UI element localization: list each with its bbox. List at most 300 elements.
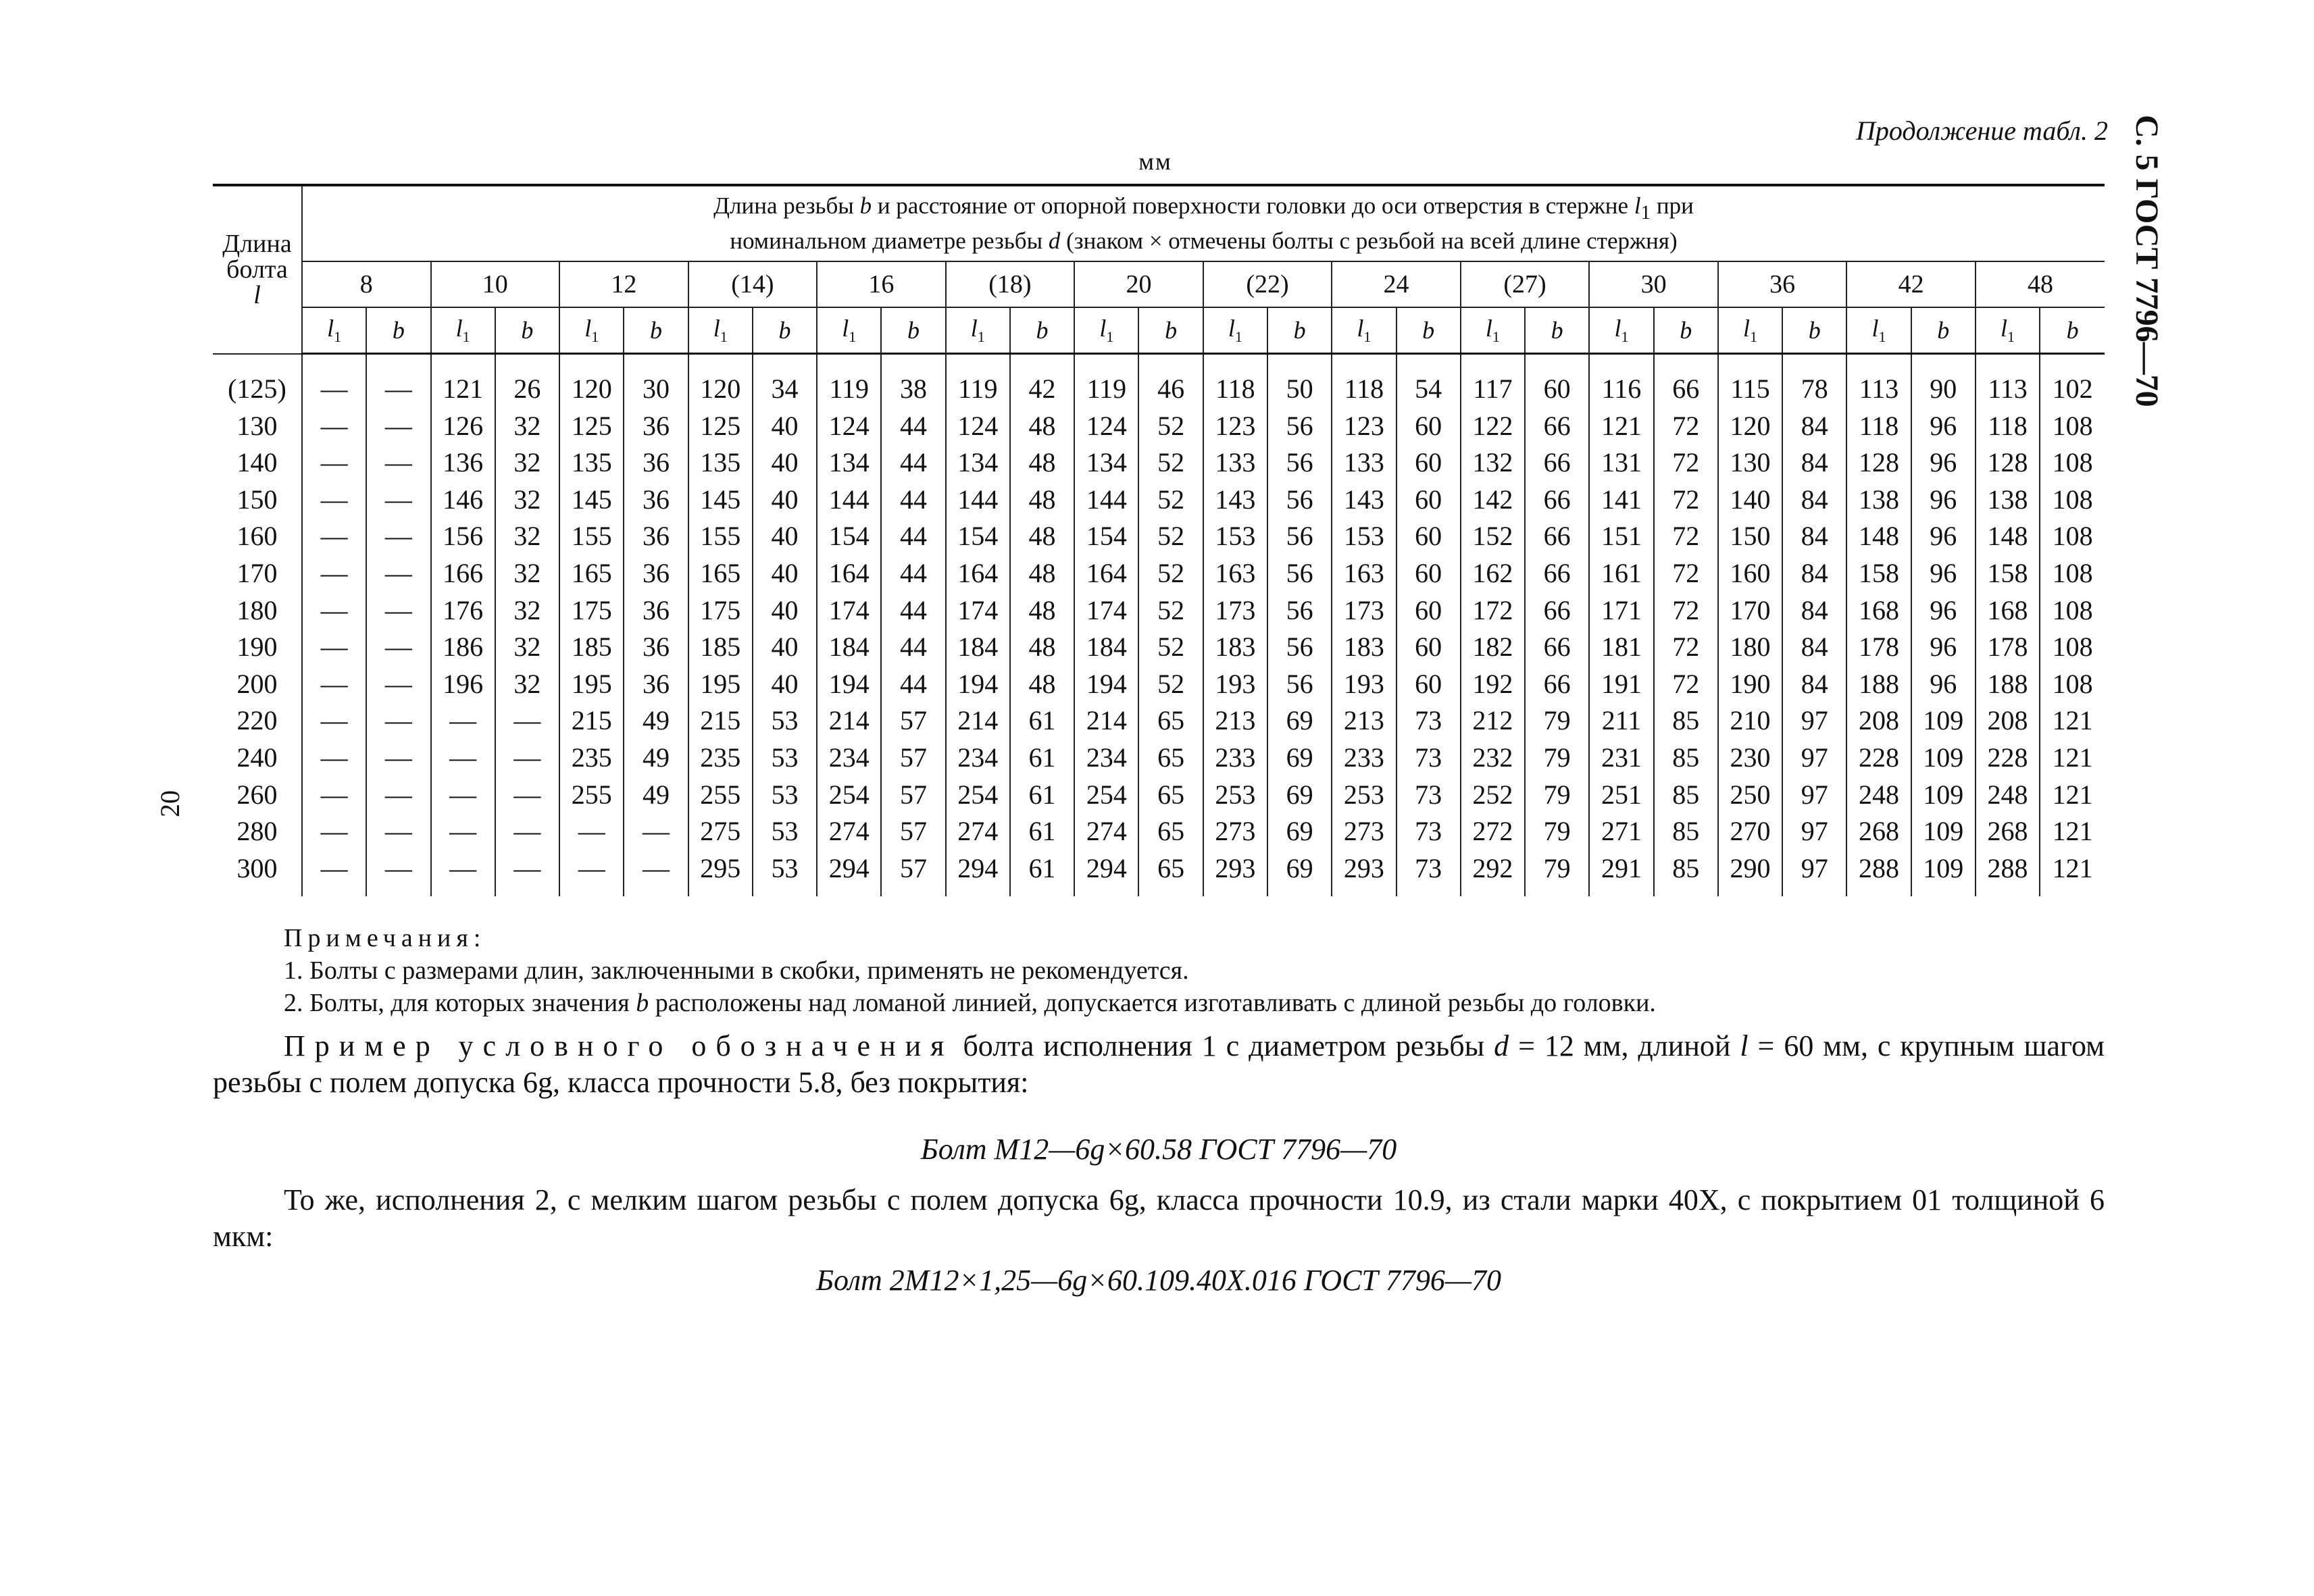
b-value-cell: 121 (2052, 742, 2093, 773)
b-value-cell: — (495, 813, 559, 850)
l1-value-cell: 190 (1718, 666, 1782, 703)
l1-value-cell: — (302, 813, 366, 850)
l1-value-cell: 183 (1203, 629, 1267, 666)
b-value-cell: 40 (753, 629, 817, 666)
b-value-cell: 48 (1010, 482, 1074, 519)
l1-value-cell: 178 (1976, 629, 2040, 666)
l1-value-cell: 115 (1718, 354, 1782, 408)
l1-value-cell: 186 (431, 629, 495, 666)
note-1: 1. Болты с размерами длин, заключенными в скобки, применять не рекомендуется. (284, 956, 1189, 985)
b-value-cell: 60 (1397, 666, 1461, 703)
l1-value-cell: 135 (559, 444, 624, 482)
b-value-cell: 44 (881, 666, 945, 703)
b-value-cell: 40 (753, 482, 817, 519)
b-value-cell: 56 (1267, 592, 1332, 629)
l1-value-cell: 233 (1203, 740, 1267, 777)
l1-value-cell: 130 (1718, 444, 1782, 482)
l1-value-cell: 294 (1074, 850, 1138, 897)
b-value-cell: 108 (2052, 632, 2093, 663)
b-value-cell: 56 (1267, 518, 1332, 555)
l1-value-cell: 146 (431, 482, 495, 519)
l1-value-cell: 170 (1718, 592, 1782, 629)
l1-value-cell: 120 (688, 354, 753, 408)
b-value-cell: 56 (1267, 444, 1332, 482)
b-value-cell: 44 (881, 408, 945, 445)
l1-value-cell: 194 (1074, 666, 1138, 703)
b-value-cell: 73 (1397, 702, 1461, 740)
l1-value-cell: 235 (559, 740, 624, 777)
l1-value-cell: 195 (559, 666, 624, 703)
l1-header: $l_1$ (559, 307, 624, 354)
b-value-cell: 38 (881, 354, 945, 408)
l1-value-cell: — (431, 740, 495, 777)
b-value-cell: 53 (753, 850, 817, 897)
l1-value-cell: — (302, 777, 366, 814)
l1-value-cell: 274 (946, 813, 1010, 850)
l1-value-cell: 253 (1332, 777, 1396, 814)
l1-value-cell: 121 (431, 354, 495, 408)
l1-value-cell: 165 (559, 555, 624, 592)
b-value-cell: — (495, 850, 559, 897)
diameter-header: 36 (1718, 261, 1847, 307)
bolt-length-cell: (125) (213, 354, 302, 408)
l1-value-cell: 124 (1074, 408, 1138, 445)
l1-value-cell: — (559, 850, 624, 897)
b-value-cell: 109 (1911, 850, 1976, 897)
b-value-cell: 85 (1654, 813, 1718, 850)
diameter-header: 8 (302, 261, 431, 307)
b-value-cell: 79 (1525, 740, 1589, 777)
b-value-cell: 30 (624, 354, 688, 408)
bolt-length-cell: 160 (213, 518, 302, 555)
l1-value-cell: 173 (1332, 592, 1396, 629)
l1-value-cell: — (302, 666, 366, 703)
l1-value-cell: 228 (1846, 740, 1911, 777)
b-value-cell: 66 (1525, 408, 1589, 445)
l1-value-cell: 171 (1589, 592, 1653, 629)
diameter-header: (18) (946, 261, 1075, 307)
l1-value-cell: 294 (946, 850, 1010, 897)
l1-value-cell: 143 (1332, 482, 1396, 519)
l1-value-cell: 133 (1332, 444, 1396, 482)
l1-value-cell: 128 (1976, 444, 2040, 482)
b-value-cell: 66 (1525, 629, 1589, 666)
l1-value-cell: 134 (1074, 444, 1138, 482)
l1-value-cell: 122 (1461, 408, 1525, 445)
l1-value-cell: 134 (946, 444, 1010, 482)
l1-value-cell: 234 (1074, 740, 1138, 777)
length-header-line2: болта (226, 255, 288, 284)
l1-value-cell: — (302, 629, 366, 666)
b-value-cell: 60 (1397, 408, 1461, 445)
diameter-header: 24 (1332, 261, 1461, 307)
b-value-cell: 44 (881, 444, 945, 482)
b-value-cell: 66 (1654, 354, 1718, 408)
l1-value-cell: 154 (946, 518, 1010, 555)
b-value-cell: 65 (1138, 813, 1203, 850)
l1-value-cell: — (302, 482, 366, 519)
l1-value-cell: 195 (688, 666, 753, 703)
l1-value-cell: — (431, 813, 495, 850)
b-value-cell: 97 (1782, 850, 1846, 897)
l1-value-cell: 162 (1461, 555, 1525, 592)
diameter-header-row (213, 261, 2105, 307)
l1-value-cell: 138 (1846, 482, 1911, 519)
b-value-cell: 85 (1654, 740, 1718, 777)
l1-value-cell: 232 (1461, 740, 1525, 777)
b-value-cell: 48 (1010, 408, 1074, 445)
b-value-cell: 96 (1911, 482, 1976, 519)
b-value-cell: 32 (495, 592, 559, 629)
l1-value-cell: 294 (817, 850, 881, 897)
b-value-cell: 36 (624, 555, 688, 592)
l1-value-cell: 142 (1461, 482, 1525, 519)
l1-value-cell: 268 (1846, 813, 1911, 850)
l1-value-cell: 175 (688, 592, 753, 629)
b-value-cell: 53 (753, 813, 817, 850)
l1-value-cell: 248 (1846, 777, 1911, 814)
l1-value-cell: 143 (1203, 482, 1267, 519)
l1-value-cell: 135 (688, 444, 753, 482)
b-value-cell: 48 (1010, 666, 1074, 703)
l1-value-cell: 192 (1461, 666, 1525, 703)
b-value-cell: 60 (1397, 444, 1461, 482)
b-value-cell: 84 (1782, 555, 1846, 592)
notes-caption: Примечания: (284, 924, 486, 952)
b-value-cell: 44 (881, 555, 945, 592)
diameter-header: 20 (1074, 261, 1203, 307)
l1-value-cell: 255 (688, 777, 753, 814)
l1-value-cell: 168 (1846, 592, 1911, 629)
l1-value-cell: 212 (1461, 702, 1525, 740)
l1-value-cell: 118 (1976, 408, 2040, 445)
b-value-cell: 96 (1911, 408, 1976, 445)
b-value-cell: 79 (1525, 850, 1589, 897)
b-header: b (1397, 307, 1461, 354)
table-row (213, 408, 2105, 445)
b-value-cell: 96 (1911, 518, 1976, 555)
table-continuation-label: Продолжение табл. 2 (1855, 115, 2108, 146)
l1-value-cell: — (302, 444, 366, 482)
table-row (213, 518, 2105, 555)
table-row (213, 444, 2105, 482)
l1-value-cell: — (559, 813, 624, 850)
l1-value-cell: 124 (946, 408, 1010, 445)
b-value-cell: 60 (1525, 354, 1589, 408)
l1-value-cell: 214 (1074, 702, 1138, 740)
b-value-cell: 40 (753, 592, 817, 629)
b-value-cell: 56 (1267, 629, 1332, 666)
bolt-length-cell: 240 (213, 740, 302, 777)
b-value-cell: 36 (624, 444, 688, 482)
length-header-symbol: l (253, 281, 261, 310)
l1-header: $l_1$ (302, 307, 366, 354)
b-value-cell: — (366, 555, 430, 592)
l1-value-cell: — (302, 850, 366, 897)
l1-value-cell: 155 (688, 518, 753, 555)
table-row (213, 813, 2105, 850)
l1-value-cell: 154 (817, 518, 881, 555)
l1-value-cell: 254 (817, 777, 881, 814)
b-value-cell: 32 (495, 666, 559, 703)
l1-value-cell: 152 (1461, 518, 1525, 555)
b-value-cell: — (624, 813, 688, 850)
l1-value-cell: — (431, 702, 495, 740)
designation-example-1: Болт М12—6g×60.58 ГОСТ 7796—70 (920, 1133, 1397, 1166)
l1-header: $l_1$ (946, 307, 1010, 354)
l1-value-cell: 125 (688, 408, 753, 445)
b-value-cell: 66 (1525, 444, 1589, 482)
l1-value-cell: 234 (946, 740, 1010, 777)
bolt-length-cell: 150 (213, 482, 302, 519)
l1-value-cell: 174 (817, 592, 881, 629)
b-value-cell: 53 (753, 777, 817, 814)
table-row (213, 354, 2105, 408)
l1-value-cell: — (302, 518, 366, 555)
b-value-cell: 32 (495, 408, 559, 445)
l1-value-cell: 123 (1332, 408, 1396, 445)
b-value-cell: 26 (495, 354, 559, 408)
l1-value-cell: 154 (1074, 518, 1138, 555)
bolt-length-cell: 190 (213, 629, 302, 666)
l1-value-cell: 113 (1846, 354, 1911, 408)
b-value-cell: 54 (1397, 354, 1461, 408)
table-row (213, 629, 2105, 666)
l1-value-cell: 191 (1589, 666, 1653, 703)
b-value-cell: 53 (753, 702, 817, 740)
b-value-cell: 56 (1267, 666, 1332, 703)
l1-value-cell: — (431, 850, 495, 897)
l1-value-cell: 117 (1461, 354, 1525, 408)
b-value-cell: 65 (1138, 740, 1203, 777)
b-value-cell: 72 (1654, 629, 1718, 666)
bolt-length-cell: 200 (213, 666, 302, 703)
example-paragraph: Пример условного обозначения болта исполнения 1 с диаметром резьбы d = 12 мм, длиной l = 60 мм, с крупным шагом резьбы с полем допуска 6g, класса прочности 5.8, без покрытия: (213, 1029, 2105, 1099)
b-value-cell: 84 (1782, 629, 1846, 666)
l1-value-cell: 250 (1718, 777, 1782, 814)
b-value-cell: 52 (1138, 482, 1203, 519)
l1-value-cell: 233 (1332, 740, 1396, 777)
l1-value-cell: 253 (1203, 777, 1267, 814)
l1-value-cell: 208 (1976, 702, 2040, 740)
b-value-cell: 57 (881, 813, 945, 850)
b-value-cell: 97 (1782, 777, 1846, 814)
l1-value-cell: 161 (1589, 555, 1653, 592)
b-value-cell: — (366, 666, 430, 703)
b-value-cell: — (366, 777, 430, 814)
table-row (213, 850, 2105, 897)
b-value-cell: 66 (1525, 518, 1589, 555)
b-value-cell: 78 (1782, 354, 1846, 408)
b-value-cell: 109 (1911, 740, 1976, 777)
l1-value-cell: 291 (1589, 850, 1653, 897)
diameter-header: 12 (559, 261, 688, 307)
l1-value-cell: 181 (1589, 629, 1653, 666)
b-value-cell: 72 (1654, 666, 1718, 703)
l1-value-cell: 271 (1589, 813, 1653, 850)
l1-value-cell: 156 (431, 518, 495, 555)
bolt-length-cell: 140 (213, 444, 302, 482)
b-value-cell: 84 (1782, 482, 1846, 519)
b-value-cell: 79 (1525, 777, 1589, 814)
l1-value-cell: — (302, 740, 366, 777)
bolt-length-cell: 260 (213, 777, 302, 814)
b-value-cell: 61 (1010, 850, 1074, 897)
b-value-cell: 40 (753, 666, 817, 703)
b-value-cell: 48 (1010, 518, 1074, 555)
l1-value-cell: 184 (946, 629, 1010, 666)
l1-value-cell: 251 (1589, 777, 1653, 814)
l1-value-cell: 173 (1203, 592, 1267, 629)
b-value-cell: 60 (1397, 482, 1461, 519)
b-value-cell: 65 (1138, 702, 1203, 740)
b-header: b (1911, 307, 1976, 354)
l1-value-cell: 136 (431, 444, 495, 482)
b-value-cell: 85 (1654, 702, 1718, 740)
b-value-cell: 96 (1911, 666, 1976, 703)
l1-value-cell: 172 (1461, 592, 1525, 629)
b-value-cell: 97 (1782, 813, 1846, 850)
b-value-cell: 32 (495, 555, 559, 592)
l1-value-cell: 252 (1461, 777, 1525, 814)
b-value-cell: 53 (753, 740, 817, 777)
l1-value-cell: 118 (1846, 408, 1911, 445)
l1-value-cell: 176 (431, 592, 495, 629)
diameter-header: 42 (1846, 261, 1976, 307)
b-header: b (1782, 307, 1846, 354)
l1-value-cell: 273 (1332, 813, 1396, 850)
b-value-cell: 69 (1267, 777, 1332, 814)
b-value-cell: 60 (1397, 592, 1461, 629)
b-value-cell: — (366, 592, 430, 629)
l1-value-cell: 215 (688, 702, 753, 740)
l1-header: $l_1$ (817, 307, 881, 354)
l1-value-cell: 184 (1074, 629, 1138, 666)
l1-value-cell: 290 (1718, 850, 1782, 897)
l1-header: $l_1$ (1846, 307, 1911, 354)
l1-value-cell: 196 (431, 666, 495, 703)
l1-value-cell: 119 (1074, 354, 1138, 408)
l1-value-cell: 118 (1203, 354, 1267, 408)
b-value-cell: 52 (1138, 666, 1203, 703)
b-value-cell: 57 (881, 702, 945, 740)
b-value-cell: 109 (1911, 813, 1976, 850)
b-value-cell: 36 (624, 666, 688, 703)
l1-value-cell: 148 (1976, 518, 2040, 555)
l1-value-cell: 126 (431, 408, 495, 445)
table-row (213, 740, 2105, 777)
b-value-cell: 73 (1397, 740, 1461, 777)
b-value-cell: 56 (1267, 555, 1332, 592)
b-value-cell: — (366, 408, 430, 445)
l1-value-cell: 213 (1332, 702, 1396, 740)
b-value-cell: 69 (1267, 740, 1332, 777)
b-value-cell: 85 (1654, 850, 1718, 897)
b-header: b (624, 307, 688, 354)
b-header: b (495, 307, 559, 354)
units-label: мм (1138, 148, 1172, 175)
bolt-dimensions-table (213, 184, 2105, 896)
l1-value-cell: 288 (1976, 850, 2040, 897)
b-value-cell: 73 (1397, 777, 1461, 814)
l1-value-cell: 164 (1074, 555, 1138, 592)
l1-value-cell: 183 (1332, 629, 1396, 666)
b-value-cell: 96 (1911, 592, 1976, 629)
l1-value-cell: 230 (1718, 740, 1782, 777)
l1-value-cell: 166 (431, 555, 495, 592)
b-value-cell: 50 (1267, 354, 1332, 408)
b-value-cell: 85 (1654, 777, 1718, 814)
thread-length-header: Длина резьбы b и расстояние от опорной поверхности головки до оси отверстия в стержне $l_1$ при номинальном диаметре резьбы d (знаком × отмечены болты с резьбой на всей длине стержня) (302, 185, 2105, 261)
b-value-cell: 108 (2052, 447, 2093, 478)
b-value-cell: — (366, 850, 430, 897)
l1-value-cell: 120 (559, 354, 624, 408)
b-value-cell: — (366, 702, 430, 740)
l1-value-cell: 121 (1589, 408, 1653, 445)
b-header: b (753, 307, 817, 354)
b-value-cell: 109 (1911, 777, 1976, 814)
b-value-cell: 69 (1267, 850, 1332, 897)
b-value-cell: 52 (1138, 592, 1203, 629)
l1-value-cell: 128 (1846, 444, 1911, 482)
b-value-cell: 52 (1138, 629, 1203, 666)
l1-value-cell: — (431, 777, 495, 814)
bolt-length-cell: 180 (213, 592, 302, 629)
l1-value-cell: 140 (1718, 482, 1782, 519)
b-value-cell: 32 (495, 629, 559, 666)
l1-value-cell: 168 (1976, 592, 2040, 629)
l1-value-cell: 255 (559, 777, 624, 814)
b-value-cell: 61 (1010, 702, 1074, 740)
b-value-cell: 57 (881, 777, 945, 814)
b-value-cell: 72 (1654, 482, 1718, 519)
l1-value-cell: 116 (1589, 354, 1653, 408)
second-example-paragraph: То же, исполнения 2, с мелким шагом резьбы с полем допуска 6g, класса прочности 10.9, из стали марки 40Х, с покрытием 01 толщиной 6 мкм: (213, 1183, 2105, 1253)
l1-value-cell: 174 (1074, 592, 1138, 629)
table-row (213, 592, 2105, 629)
l1-value-cell: 160 (1718, 555, 1782, 592)
b-value-cell: 97 (1782, 702, 1846, 740)
l1-value-cell: 228 (1976, 740, 2040, 777)
b-value-cell: 102 (2052, 374, 2093, 404)
bolt-length-cell: 170 (213, 555, 302, 592)
b-value-cell: 121 (2052, 779, 2093, 810)
l1-value-cell: 151 (1589, 518, 1653, 555)
b-value-cell: 32 (495, 444, 559, 482)
b-value-cell: 44 (881, 482, 945, 519)
b-value-cell: 69 (1267, 813, 1332, 850)
b-value-cell: 61 (1010, 777, 1074, 814)
diameter-header: (14) (688, 261, 818, 307)
b-value-cell: 48 (1010, 555, 1074, 592)
b-value-cell: 56 (1267, 482, 1332, 519)
b-value-cell: 48 (1010, 592, 1074, 629)
b-value-cell: 108 (2052, 594, 2093, 625)
table-row (213, 777, 2105, 814)
b-value-cell: 121 (2052, 852, 2093, 883)
length-column-header (213, 185, 302, 354)
l1-value-cell: 141 (1589, 482, 1653, 519)
l1-header: $l_1$ (1332, 307, 1396, 354)
l1-value-cell: 184 (817, 629, 881, 666)
l1-value-cell: 145 (559, 482, 624, 519)
l1-value-cell: 175 (559, 592, 624, 629)
l1-value-cell: 120 (1718, 408, 1782, 445)
b-value-cell: 109 (1911, 702, 1976, 740)
l1-value-cell: 193 (1203, 666, 1267, 703)
b-value-cell: 84 (1782, 444, 1846, 482)
b-value-cell: 96 (1911, 444, 1976, 482)
